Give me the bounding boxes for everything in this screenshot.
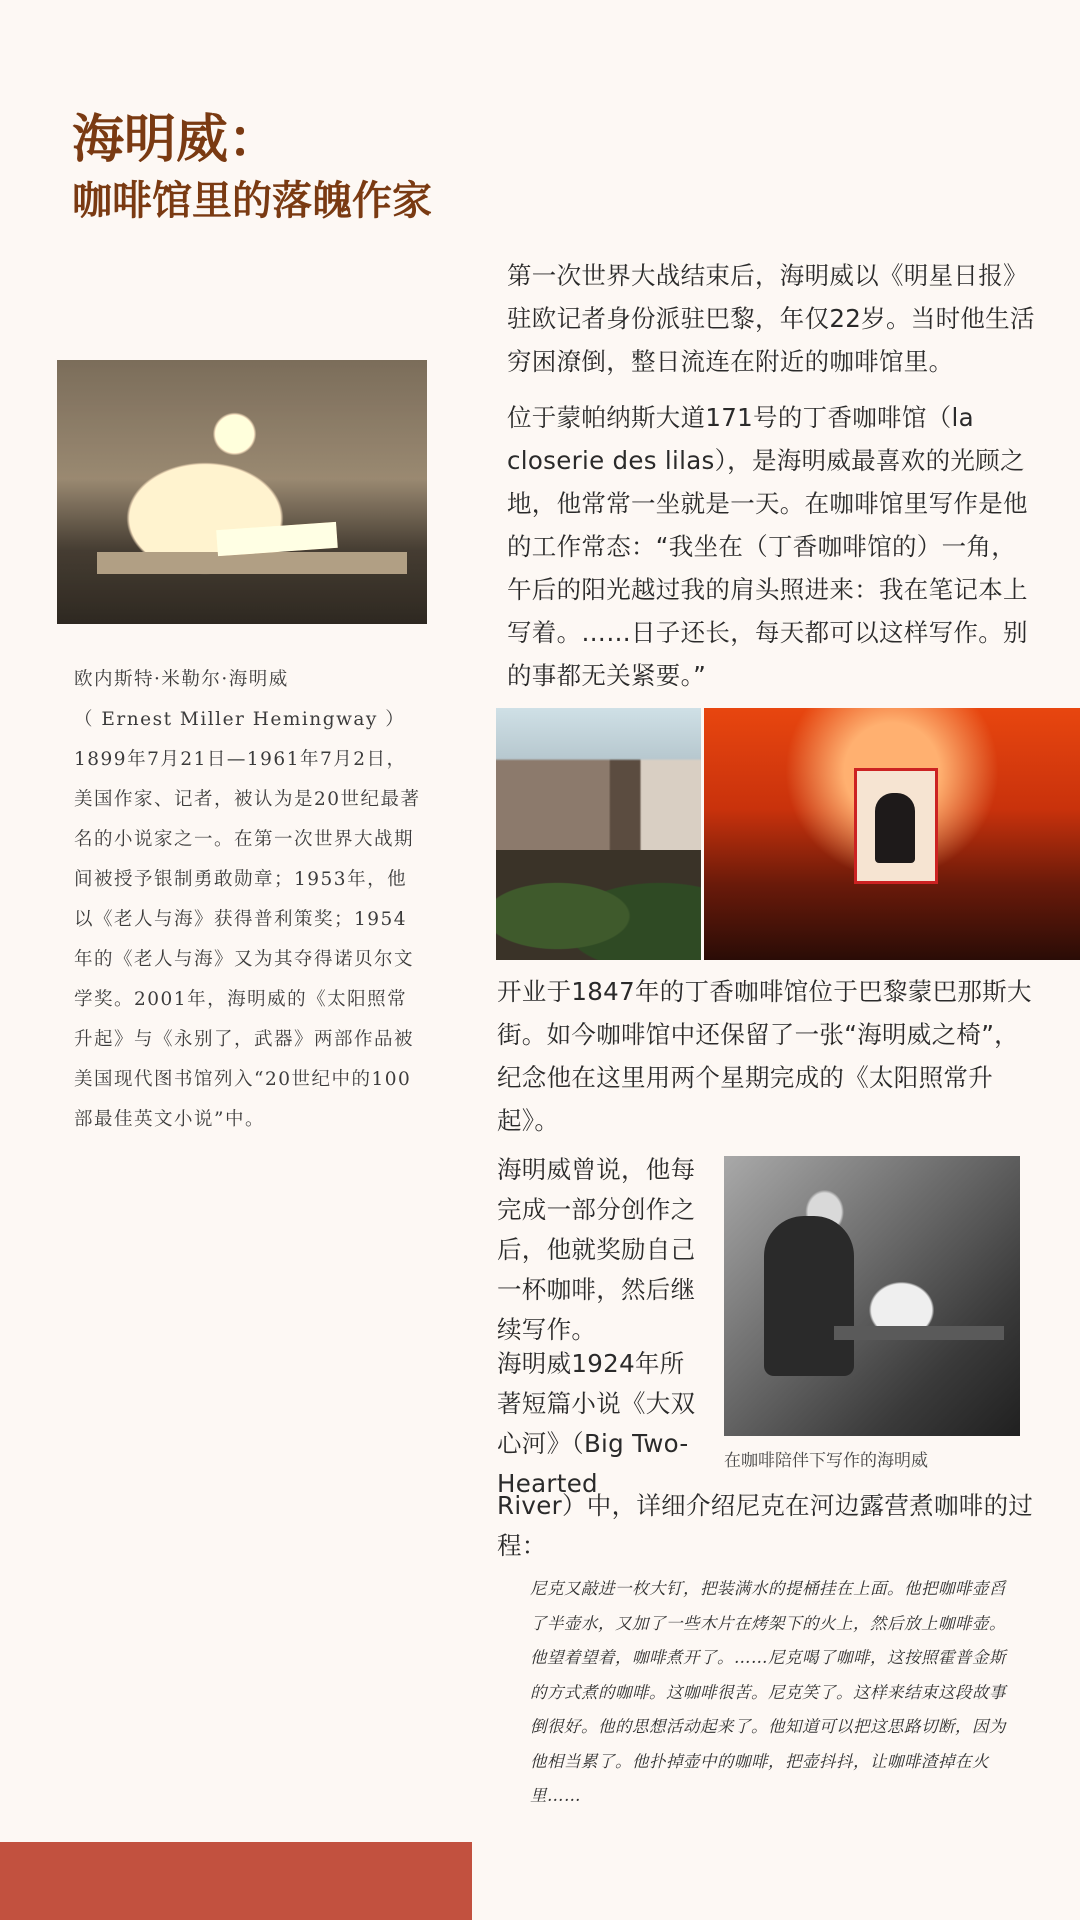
- paper-shape: [216, 522, 338, 556]
- bio-name-en: （ Ernest Miller Hemingway ）: [74, 709, 406, 730]
- photo-caption: 在咖啡陪伴下写作的海明威: [724, 1451, 928, 1471]
- table-shape: [834, 1326, 1004, 1340]
- figure-shape: [764, 1216, 854, 1376]
- closerie-street-photo: [496, 708, 701, 960]
- story-paragraph-a: 海明威1924年所著短篇小说《大双心河》（Big Two-Hearted: [497, 1349, 696, 1498]
- trees-shape: [496, 850, 701, 960]
- cafe-interior-photo: [704, 708, 1080, 960]
- title-line-1: 海明威：: [72, 110, 281, 170]
- biography-block: [74, 660, 424, 1140]
- footer-accent-bar: [0, 1842, 472, 1920]
- cafe-paragraph: 开业于1847年的丁香咖啡馆位于巴黎蒙巴那斯大街。如今咖啡馆中还保留了一张“海明威之椅”，纪念他在这里用两个星期完成的《太阳照常升起》。: [497, 977, 1032, 1135]
- bio-name-cn: 欧内斯特·米勒尔·海明威: [74, 669, 289, 690]
- reward-paragraph: 海明威曾说，他每完成一部分创作之后，他就奖励自己一杯咖啡，然后继续写作。: [497, 1155, 696, 1344]
- intro-paragraph: 第一次世界大战结束后，海明威以《明星日报》驻欧记者身份派驻巴黎，年仅22岁。当时他生活穷困潦倒，整日流连在附近的咖啡馆里。: [507, 261, 1035, 376]
- page-title: [72, 108, 432, 228]
- bio-text: 1899年7月21日—1961年7月2日，美国作家、记者，被认为是20世纪最著名的小说家之一。在第一次世界大战期间被授予银制勇敢勋章；1953年，他以《老人与海》获得普利策奖；1954年的《老人与海》又为其夺得诺贝尔文学奖。2001年，海明威的《太阳照常升起》与《永别了，武器》两部作品被美国现代图书馆列入“20世纪中的100部最佳英文小说”中。: [74, 749, 421, 1130]
- title-line-2: 咖啡馆里的落魄作家: [72, 178, 432, 224]
- story-paragraph-b: River）中，详细介绍尼克在河边露营煮咖啡的过程：: [497, 1491, 1034, 1560]
- desk-shape: [97, 552, 407, 574]
- hemingway-writing-photo: [724, 1156, 1020, 1436]
- hemingway-portrait-photo: [57, 360, 427, 624]
- closerie-paragraph: 位于蒙帕纳斯大道171号的丁香咖啡馆（la closerie des lilas），是海明威最喜欢的光顾之地，他常常一坐就是一天。在咖啡馆里写作是他的工作常态：“我坐在（丁香咖啡馆的）一角，午后的阳光越过我的肩头照进来：我在笔记本上写着。……日子还长，每天都可以这样写作。别的事都无关紧要。”: [507, 403, 1028, 690]
- handwritten-quote: 尼克又敲进一枚大钉，把装满水的提桶挂在上面。他把咖啡壶舀了半壶水，又加了一些木片在烤架下的火上，然后放上咖啡壶。他望着望着，咖啡煮开了。……尼克喝了咖啡，这按照霍普金斯的方式煮的咖啡。这咖啡很苦。尼克笑了。这样来结束这段故事倒很好。他的思想活动起来了。他知道可以把这思路切断，因为他相当累了。他扑掉壶中的咖啡，把壶抖抖，让咖啡渣掉在火里……: [530, 1579, 1006, 1805]
- poster-shape: [854, 768, 938, 884]
